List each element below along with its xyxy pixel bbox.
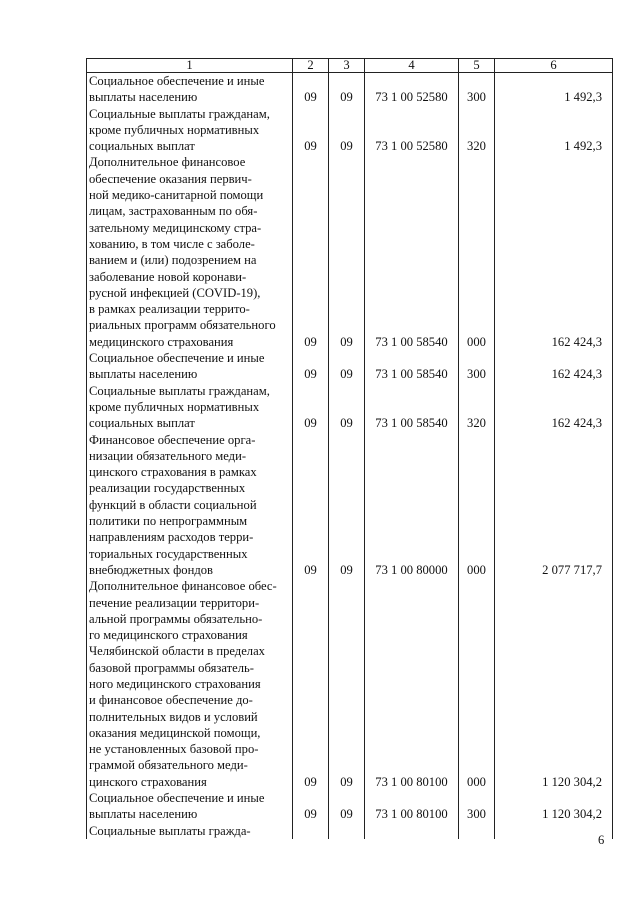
- row-section: 09: [293, 350, 329, 383]
- header-col-2: 2: [293, 59, 329, 73]
- table-row: [87, 432, 613, 579]
- row-description: Дополнительное финансовое обес- печение реализации территори- альной программы обязательно- го медицинского страхования Челябинской области в пределах базовой программы обязатель- ного медицинского страхования и финансовое обеспечение до- полнительных видов и условий оказания медицинской помощи, не установленных базовой про- граммой обязательного меди- цинского страхования: [87, 578, 293, 790]
- header-col-1: 1: [87, 59, 293, 73]
- row-amount: 162 424,3: [495, 383, 613, 432]
- row-subsection: 09: [329, 790, 365, 823]
- row-expense-type: 000: [459, 154, 495, 350]
- row-expense-type: 000: [459, 578, 495, 790]
- row-target-code: 73 1 00 58540: [365, 350, 459, 383]
- row-amount: 162 424,3: [495, 350, 613, 383]
- row-subsection: 09: [329, 73, 365, 106]
- row-subsection: 09: [329, 154, 365, 350]
- row-target-code: 73 1 00 58540: [365, 383, 459, 432]
- table-row: [87, 106, 613, 155]
- table-row: [87, 350, 613, 383]
- row-target-code: 73 1 00 52580: [365, 73, 459, 106]
- row-description: Социальное обеспечение и иные выплаты населению: [87, 790, 293, 823]
- row-section: 09: [293, 383, 329, 432]
- row-amount: 162 424,3: [495, 154, 613, 350]
- row-description: Социальные выплаты гражданам, кроме публичных нормативных социальных выплат: [87, 383, 293, 432]
- header-col-5: 5: [459, 59, 495, 73]
- row-expense-type: 320: [459, 383, 495, 432]
- row-description: Социальное обеспечение и иные выплаты населению: [87, 350, 293, 383]
- row-expense-type: [459, 823, 495, 839]
- table-row: [87, 790, 613, 823]
- row-subsection: 09: [329, 350, 365, 383]
- table-row: [87, 383, 613, 432]
- row-section: 09: [293, 432, 329, 579]
- page-number: 6: [598, 833, 605, 847]
- row-target-code: [365, 823, 459, 839]
- row-expense-type: 300: [459, 790, 495, 823]
- table-row: [87, 154, 613, 350]
- header-col-6: 6: [495, 59, 613, 73]
- row-description: Социальные выплаты гражда-: [87, 823, 293, 839]
- row-subsection: 09: [329, 106, 365, 155]
- table-row: [87, 73, 613, 106]
- row-description: Социальное обеспечение и иные выплаты населению: [87, 73, 293, 106]
- row-target-code: 73 1 00 80000: [365, 432, 459, 579]
- row-section: 09: [293, 790, 329, 823]
- table-row: [87, 823, 613, 839]
- row-expense-type: 300: [459, 73, 495, 106]
- header-row: [87, 59, 613, 73]
- row-expense-type: 000: [459, 432, 495, 579]
- row-target-code: 73 1 00 52580: [365, 106, 459, 155]
- row-section: 09: [293, 578, 329, 790]
- table-body: [87, 73, 613, 839]
- row-description: Финансовое обеспечение орга- низации обязательного меди- цинского страхования в рамках реализации государственных функций в области социальной политики по непрограммным направлениям расходов терри- ториальных государственных внебюджетных фондов: [87, 432, 293, 579]
- row-subsection: 09: [329, 578, 365, 790]
- row-amount: 1 120 304,2: [495, 790, 613, 823]
- row-amount: 1 492,3: [495, 73, 613, 106]
- header-col-4: 4: [365, 59, 459, 73]
- header-col-3: 3: [329, 59, 365, 73]
- row-target-code: 73 1 00 58540: [365, 154, 459, 350]
- row-subsection: [329, 823, 365, 839]
- row-subsection: 09: [329, 432, 365, 579]
- row-section: 09: [293, 106, 329, 155]
- row-section: 09: [293, 154, 329, 350]
- row-expense-type: 300: [459, 350, 495, 383]
- budget-table: [86, 58, 613, 839]
- row-amount: [495, 823, 613, 839]
- row-amount: 1 492,3: [495, 106, 613, 155]
- row-section: [293, 823, 329, 839]
- row-section: 09: [293, 73, 329, 106]
- row-amount: 2 077 717,7: [495, 432, 613, 579]
- table-row: [87, 578, 613, 790]
- row-subsection: 09: [329, 383, 365, 432]
- row-target-code: 73 1 00 80100: [365, 578, 459, 790]
- row-amount: 1 120 304,2: [495, 578, 613, 790]
- row-description: Дополнительное финансовое обеспечение оказания первич- ной медико-санитарной помощи лицам, застрахованным по обя- зательному медицинскому стра- хованию, в том числе с заболе- ванием и (или) подозрением на заболевание новой коронави- русной инфекцией (COVID-19), в рамках реализации террито- риальных программ обязательного медицинского страхования: [87, 154, 293, 350]
- row-description: Социальные выплаты гражданам, кроме публичных нормативных социальных выплат: [87, 106, 293, 155]
- row-target-code: 73 1 00 80100: [365, 790, 459, 823]
- row-expense-type: 320: [459, 106, 495, 155]
